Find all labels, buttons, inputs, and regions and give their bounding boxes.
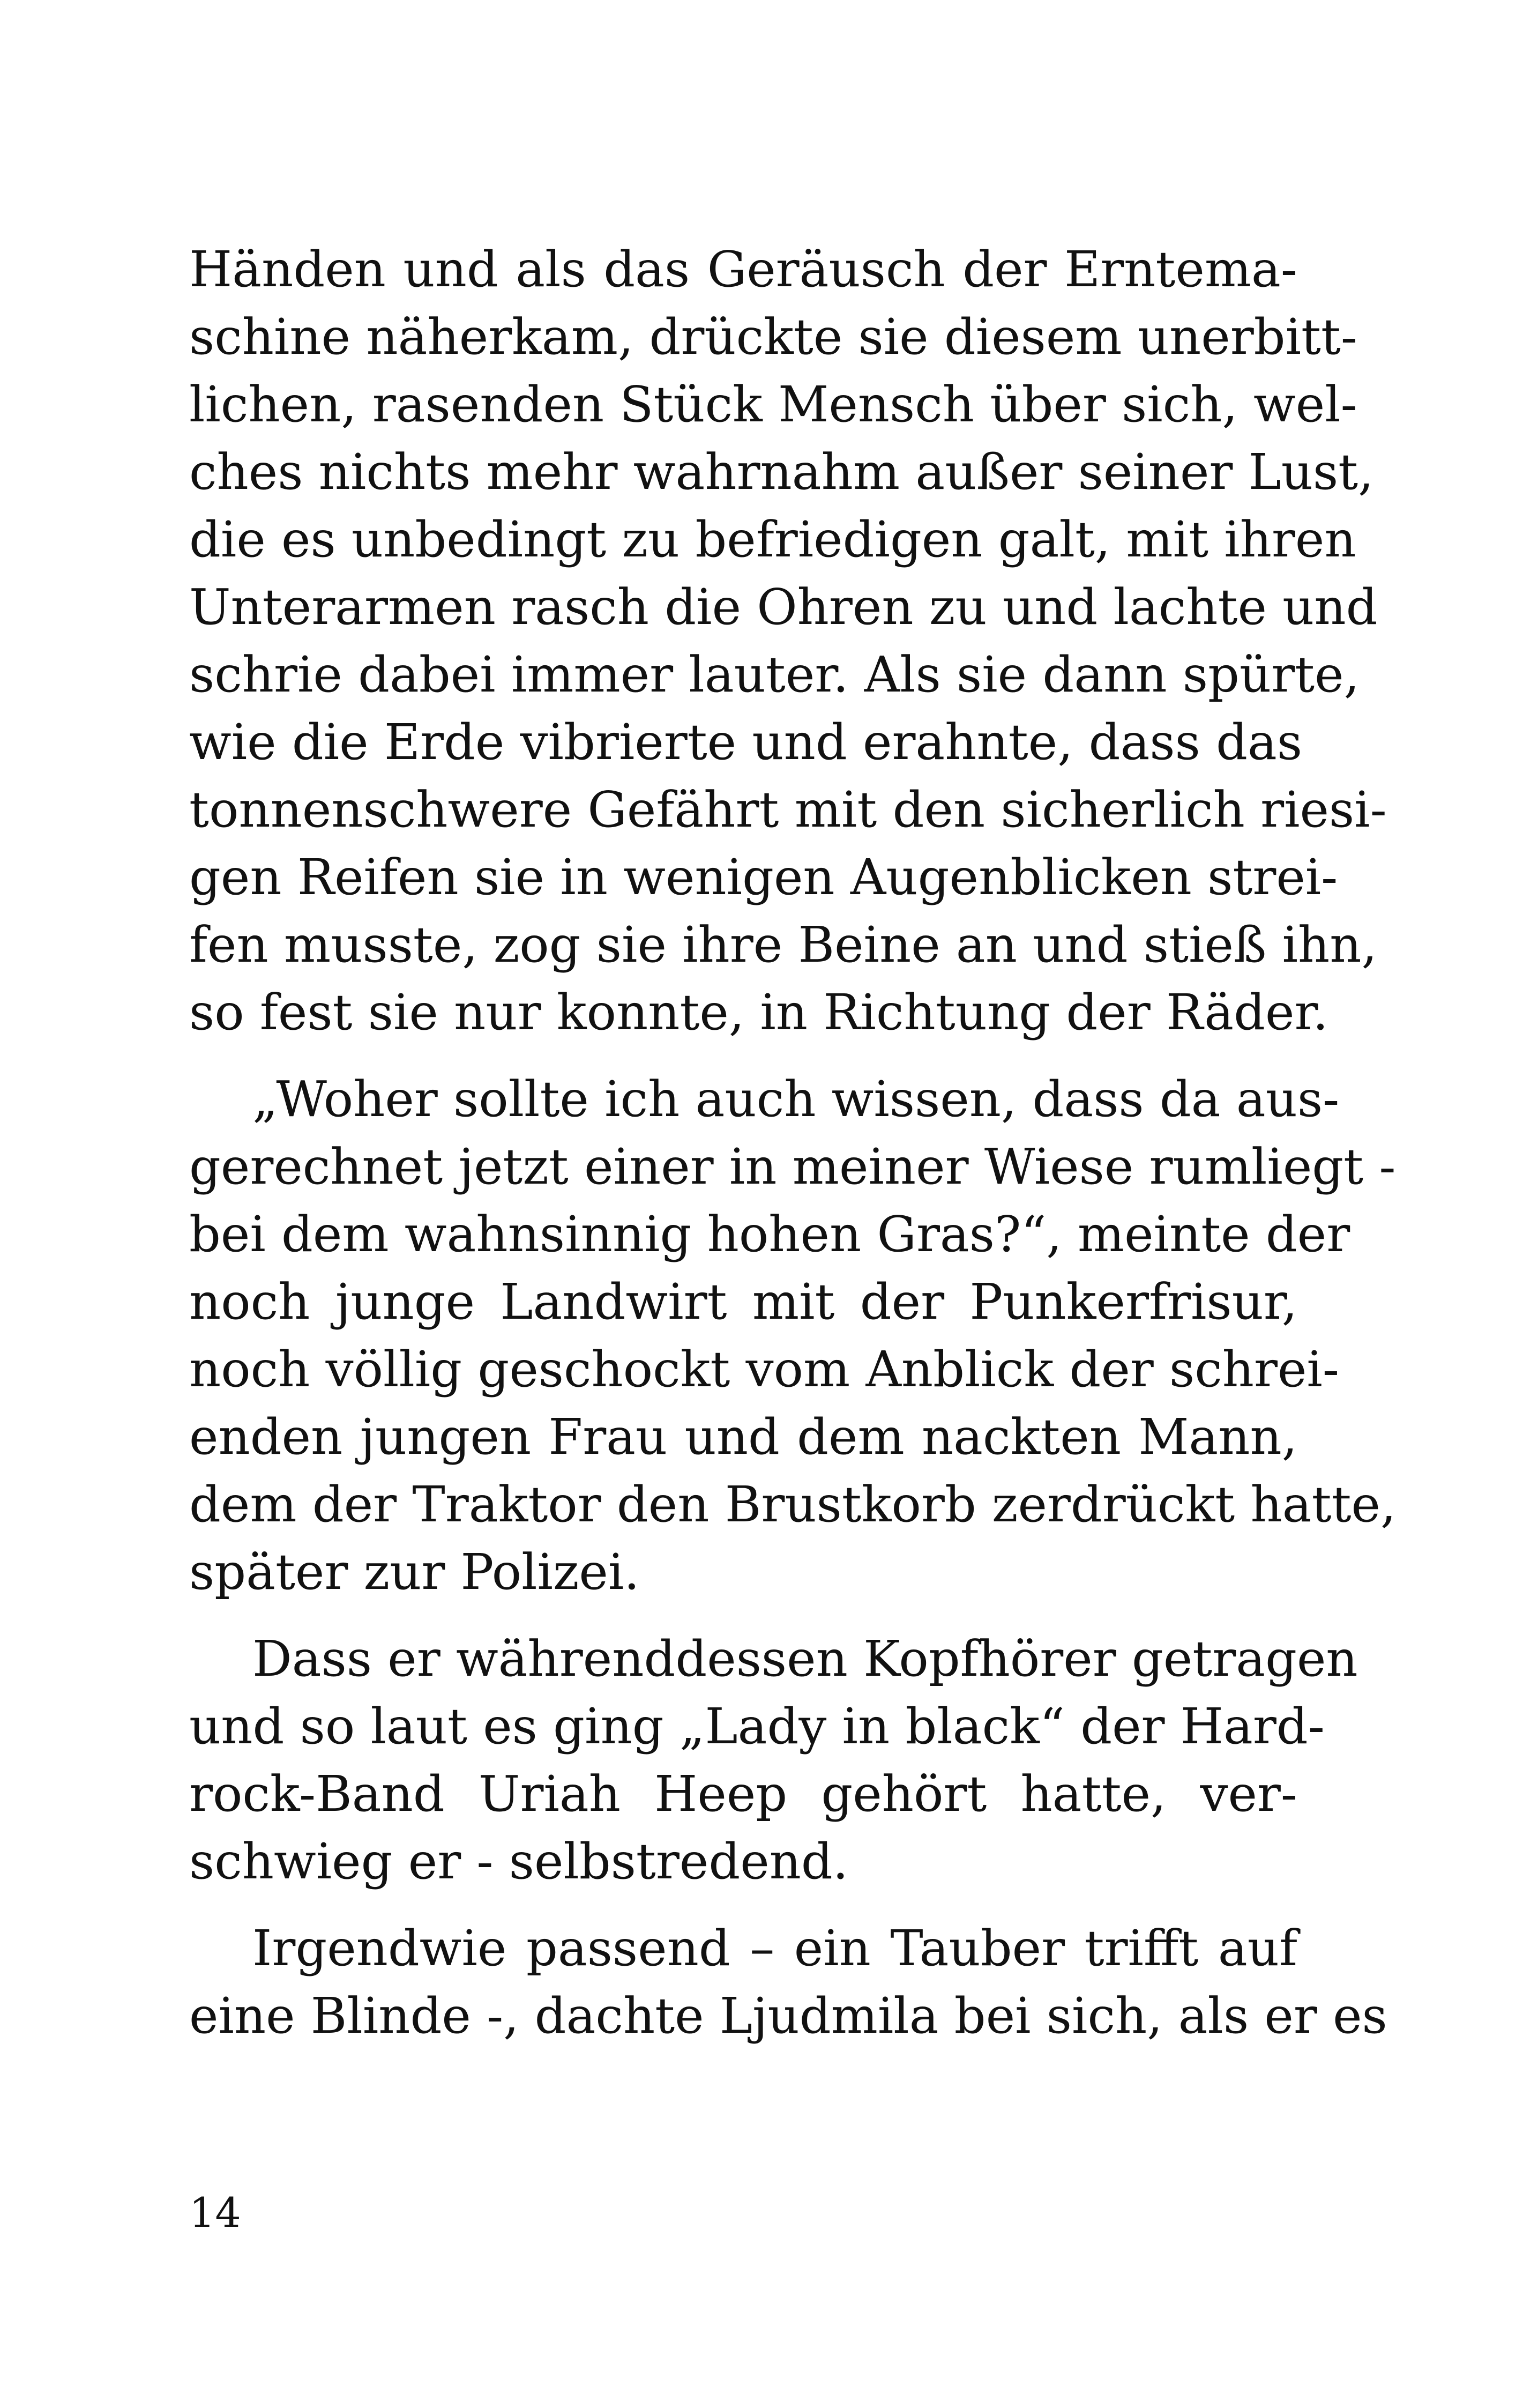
text-line: später zur Polizei.	[189, 1543, 640, 1601]
text-line: und so laut es ging „Lady in black“ der Hard-	[189, 1698, 1325, 1755]
paragraph-3	[189, 1625, 1358, 1896]
text-line: gerechnet jetzt einer in meiner Wiese rumliegt -	[189, 1138, 1396, 1195]
text-line: lichen, rasenden Stück Mensch über sich, wel-	[189, 376, 1357, 433]
text-line: noch junge Landwirt mit der Punkerfrisur,	[189, 1273, 1297, 1331]
text-line: „Woher sollte ich auch wissen, dass da aus-	[252, 1071, 1340, 1128]
paragraph-2	[189, 1066, 1397, 1606]
text-line: bei dem wahnsinnig hohen Gras?“, meinte der	[189, 1206, 1350, 1263]
text-line: so fest sie nur konnte, in Richtung der Räder.	[189, 984, 1328, 1041]
body-text	[189, 236, 1397, 2069]
text-line: Unterarmen rasch die Ohren zu und lachte und	[189, 578, 1378, 636]
paragraph-1	[189, 236, 1387, 1046]
text-line: fen musste, zog sie ihre Beine an und stieß ihn,	[189, 916, 1377, 973]
text-line: schwieg er - selbstredend.	[189, 1833, 849, 1890]
text-line: schine näherkam, drückte sie diesem unerbitt-	[189, 308, 1358, 366]
paragraph-4	[189, 1915, 1387, 2050]
text-line: dem der Traktor den Brustkorb zerdrückt hatte,	[189, 1476, 1397, 1533]
text-line: die es unbedingt zu befriedigen galt, mit ihren	[189, 511, 1356, 568]
text-line: noch völlig geschockt vom Anblick der schrei-	[189, 1341, 1339, 1398]
text-line: tonnenschwere Gefährt mit den sicherlich riesi-	[189, 781, 1387, 838]
text-line: eine Blinde -, dachte Ljudmila bei sich, als er es	[189, 1987, 1387, 2045]
text-line: Dass er währenddessen Kopfhörer getragen	[252, 1630, 1358, 1688]
text-line: rock-Band Uriah Heep gehört hatte, ver-	[189, 1765, 1297, 1823]
text-line: schrie dabei immer lauter. Als sie dann spürte,	[189, 646, 1360, 703]
text-line: wie die Erde vibrierte und erahnte, dass das	[189, 714, 1303, 771]
page-number: 14	[189, 2189, 241, 2236]
text-line: enden jungen Frau und dem nackten Mann,	[189, 1408, 1297, 1466]
text-line: gen Reifen sie in wenigen Augenblicken strei-	[189, 849, 1338, 906]
text-line: ches nichts mehr wahrnahm außer seiner Lust,	[189, 443, 1374, 501]
text-line: Irgendwie passend – ein Tauber trifft auf	[252, 1920, 1297, 1977]
text-line: Händen und als das Geräusch der Erntema-	[189, 241, 1297, 298]
